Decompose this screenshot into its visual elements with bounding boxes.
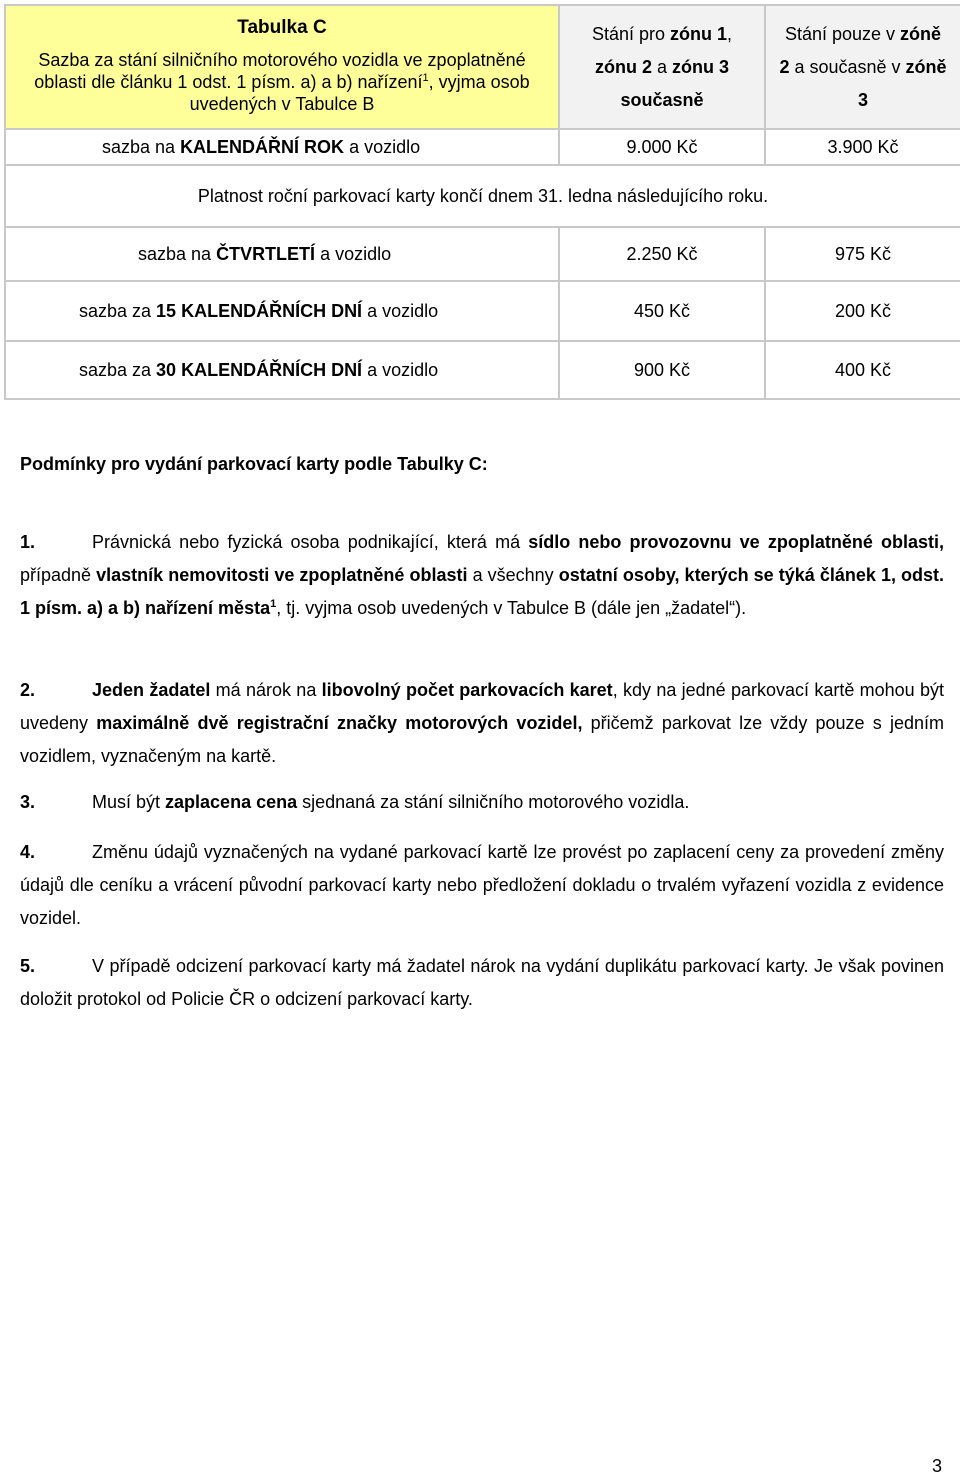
rate-table [4, 4, 960, 400]
condition-4: 4. Změnu údajů vyznačených na vydané parkovací kartě lze provést po zaplacení ceny za provedení změny údajů dle ceníku a vrácení původní parkovací karty nebo předložení dokladu o trvalém vyřazení vozidla z evidence vozidel. [20, 842, 944, 928]
row-label: sazba za 15 KALENDÁŘNÍCH DNÍ a vozidlo [5, 281, 559, 341]
table-note-row [5, 165, 960, 227]
table-row [5, 227, 960, 281]
condition-2: 2. Jeden žadatel má nárok na libovolný počet parkovacích karet, kdy na jedné parkovací kartě mohou být uvedeny maximálně dvě registrační značky motorových vozidel, přičemž parkovat lze vždy pouze s jedním vozidlem, vyznačeným na kartě. [20, 680, 945, 766]
table-subtitle: Sazba za stání silničního motorového vozidla ve zpoplatněné oblasti dle článku 1 odst. 1 písm. a) a b) nařízení$^1$, vyjma osob uvedených v Tabulce B [34, 50, 530, 114]
row-value-zone23: 400 Kč [765, 341, 960, 399]
table-row [5, 129, 960, 165]
condition-3: 3. Musí být zaplacena cena sjednaná za stání silničního motorového vozidla. [20, 792, 690, 812]
row-label: sazba za 30 KALENDÁŘNÍCH DNÍ a vozidlo [5, 341, 559, 399]
row-label: sazba na ČTVRTLETÍ a vozidlo [5, 227, 559, 281]
column-header-zone123: Stání pro zónu 1, zónu 2 a zónu 3 současně [559, 5, 765, 129]
condition-5: 5. V případě odcizení parkovací karty má žadatel nárok na vydání duplikátu parkovací karty. Je však povinen doložit protokol od Policie ČR o odcizení parkovací karty. [20, 956, 944, 1009]
row-label: sazba na KALENDÁŘNÍ ROK a vozidlo [5, 129, 559, 165]
row-value-zone123: 2.250 Kč [559, 227, 765, 281]
table-header-cell [5, 5, 559, 129]
table-title: Tabulka C [237, 17, 327, 38]
row-value-zone123: 900 Kč [559, 341, 765, 399]
column-header-zone23: Stání pouze v zóně 2 a současně v zóně 3 [765, 5, 960, 129]
row-value-zone23: 200 Kč [765, 281, 960, 341]
table-row [5, 341, 960, 399]
page-number: 3 [931, 1456, 942, 1476]
conditions-heading: Podmínky pro vydání parkovací karty podle Tabulky C: [20, 454, 488, 474]
row-value-zone23: 3.900 Kč [765, 129, 960, 165]
row-value-zone23: 975 Kč [765, 227, 960, 281]
annual-card-note: Platnost roční parkovací karty končí dnem 31. ledna následujícího roku. [5, 165, 960, 227]
condition-1: 1. Právnická nebo fyzická osoba podnikající, která má sídlo nebo provozovnu ve zpoplatněné oblasti, případně vlastník nemovitosti ve zpoplatněné oblasti a všechny ostatní osoby, kterých se týká článek 1, odst. 1 písm. a) a b) nařízení města$^1$, tj. vyjma osob uvedených v Tabulce B (dále jen „žadatel“). [20, 532, 945, 618]
table-row [5, 281, 960, 341]
rate-grid [4, 4, 960, 400]
row-value-zone123: 9.000 Kč [559, 129, 765, 165]
row-value-zone123: 450 Kč [559, 281, 765, 341]
